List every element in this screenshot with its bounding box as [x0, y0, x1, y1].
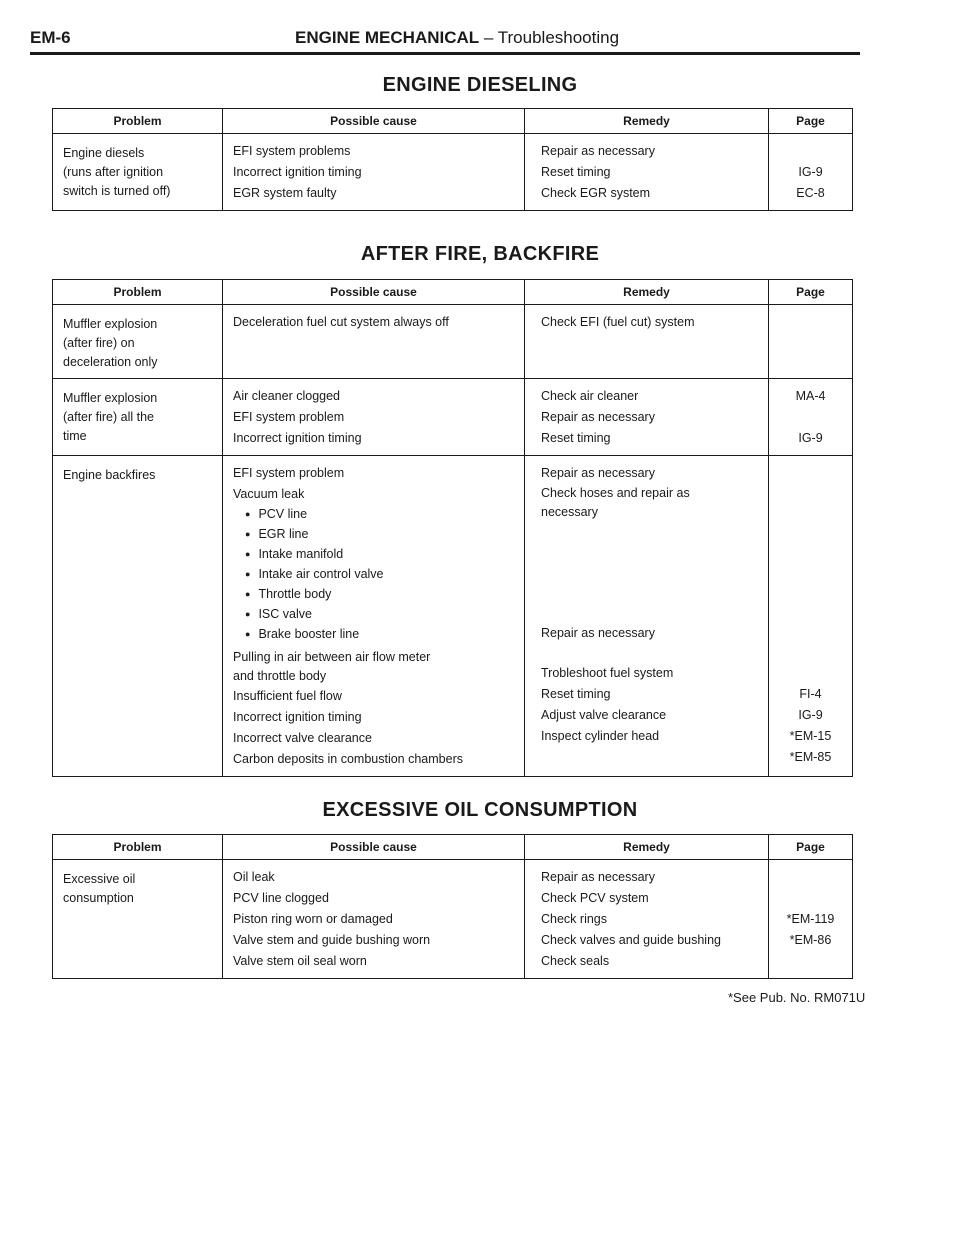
cause-line: EFI system problems: [233, 144, 351, 158]
remedy-line: Reset timing: [541, 165, 611, 179]
page-ref: MA-4: [795, 389, 826, 403]
remedy-line: Reset timing: [541, 431, 611, 445]
page-ref: *EM-85: [789, 750, 832, 764]
remedy-line: Check PCV system: [541, 891, 649, 905]
table-header-row: [53, 109, 853, 134]
cause-line: Vacuum leak: [233, 487, 305, 501]
page-header: [30, 26, 860, 55]
col-page-header: Page: [769, 109, 853, 134]
problem-line: time: [63, 429, 87, 443]
remedy-line: Check EFI (fuel cut) system: [541, 315, 695, 329]
vacuum-item: ● Throttle body: [233, 585, 524, 605]
col-remedy-header: Remedy: [525, 109, 769, 134]
problem-line: (runs after ignition: [63, 165, 164, 179]
col-page-header: Page: [769, 280, 853, 305]
col-remedy-header: Remedy: [525, 835, 769, 860]
remedy-cell: [525, 379, 769, 456]
table-header-row: [53, 835, 853, 860]
problem-cell: [53, 456, 223, 777]
cause-line: EGR system faulty: [233, 186, 337, 200]
cause-line: EFI system problem: [233, 410, 345, 424]
cause-line: EFI system problem: [233, 466, 345, 480]
page-ref: [769, 888, 852, 909]
remedy-line: Check rings: [541, 912, 607, 926]
subsection-name: Troubleshooting: [497, 28, 620, 47]
table-row: [53, 134, 853, 211]
col-problem-header: Problem: [53, 835, 223, 860]
page-ref: [769, 951, 852, 972]
page-cell: [769, 379, 853, 456]
vacuum-item: ● ISC valve: [233, 605, 524, 625]
col-problem-header: Problem: [53, 109, 223, 134]
problem-cell: [53, 860, 223, 979]
oil-table: [52, 834, 853, 979]
remedy-cell: [525, 456, 769, 777]
page-cell: [769, 860, 853, 979]
page-ref: *EM-119: [786, 912, 835, 926]
page-ref: [769, 312, 852, 333]
cause-cell: [223, 379, 525, 456]
page-ref: IG-9: [798, 165, 823, 179]
remedy-line: Reset timing: [541, 687, 611, 701]
col-remedy-header: Remedy: [525, 280, 769, 305]
header-title: [295, 28, 619, 48]
remedy-line: Trobleshoot fuel system: [541, 666, 674, 680]
cause-line: Insufficient fuel flow: [233, 689, 342, 703]
col-cause-header: Possible cause: [223, 280, 525, 305]
page-cell: [769, 456, 853, 777]
problem-line: Muffler explosion: [63, 391, 158, 405]
vacuum-item: ● Intake air control valve: [233, 565, 524, 585]
problem-cell: [53, 134, 223, 211]
page-ref: [769, 867, 852, 888]
table-row: [53, 860, 853, 979]
remedy-line: Repair as necessary: [541, 144, 655, 158]
section-title-dieseling: ENGINE DIESELING: [382, 74, 578, 96]
remedy-cell: [525, 134, 769, 211]
page-ref: EC-8: [796, 186, 825, 200]
cause-line: Valve stem and guide bushing worn: [233, 933, 431, 947]
cause-line: Valve stem oil seal worn: [233, 954, 367, 968]
cause-line: Incorrect ignition timing: [233, 710, 362, 724]
remedy-line: Repair as necessary: [541, 870, 655, 884]
problem-line: Engine diesels: [63, 146, 145, 160]
problem-cell: [53, 305, 223, 379]
footnote: *See Pub. No. RM071U: [728, 990, 866, 1005]
remedy-line: necessary: [541, 505, 598, 519]
spacer: [541, 644, 768, 663]
remedy-line: Check valves and guide bushing: [541, 933, 721, 947]
problem-line: (after fire) all the: [63, 410, 155, 424]
title-dash: –: [479, 28, 498, 47]
problem-line: Engine backfires: [63, 468, 156, 482]
cause-line: Deceleration fuel cut system always off: [233, 315, 449, 329]
spacer: [769, 463, 852, 684]
section-title-afterfire: AFTER FIRE, BACKFIRE: [360, 243, 600, 265]
remedy-line: Repair as necessary: [541, 410, 655, 424]
remedy-line: Inspect cylinder head: [541, 729, 660, 743]
problem-line: switch is turned off): [63, 184, 171, 198]
page-ref: FI-4: [799, 687, 822, 701]
cause-line: Incorrect ignition timing: [233, 431, 362, 445]
problem-line: Excessive oil: [63, 872, 136, 886]
remedy-line: Check EGR system: [541, 186, 651, 200]
remedy-line: Repair as necessary: [541, 626, 655, 640]
section-name: ENGINE MECHANICAL: [295, 28, 480, 47]
cause-cell: [223, 860, 525, 979]
cause-line: PCV line clogged: [233, 891, 329, 905]
cause-line: Piston ring worn or damaged: [233, 912, 393, 926]
col-cause-header: Possible cause: [223, 109, 525, 134]
vacuum-item: ● Intake manifold: [233, 545, 524, 565]
remedy-line: Check air cleaner: [541, 389, 639, 403]
table-header-row: [53, 280, 853, 305]
remedy-cell: [525, 305, 769, 379]
table-row: [53, 305, 853, 379]
table-row: [53, 456, 853, 777]
page-cell: [769, 305, 853, 379]
page-number: EM-6: [30, 28, 71, 47]
col-cause-header: Possible cause: [223, 835, 525, 860]
cause-cell: [223, 456, 525, 777]
remedy-line: Check seals: [541, 954, 610, 968]
vacuum-item: ● PCV line: [233, 505, 524, 525]
page-ref: [769, 407, 852, 428]
cause-line: and throttle body: [233, 669, 327, 683]
vacuum-item: ● EGR line: [233, 525, 524, 545]
cause-line: Air cleaner clogged: [233, 389, 341, 403]
cause-cell: [223, 134, 525, 211]
cause-line: Oil leak: [233, 870, 275, 884]
cause-line: Carbon deposits in combustion chambers: [233, 752, 463, 766]
cause-line: Pulling in air between air flow meter: [233, 650, 431, 664]
page-ref: [769, 141, 852, 162]
afterfire-table: [52, 279, 853, 777]
page-ref: IG-9: [798, 431, 823, 445]
cause-cell: [223, 305, 525, 379]
problem-cell: [53, 379, 223, 456]
page-ref: *EM-15: [789, 729, 832, 743]
remedy-cell: [525, 860, 769, 979]
problem-line: Muffler explosion: [63, 317, 158, 331]
dieseling-table: [52, 108, 853, 211]
vacuum-item: ● Brake booster line: [233, 625, 524, 645]
page-cell: [769, 134, 853, 211]
problem-line: deceleration only: [63, 355, 158, 369]
spacer: [541, 522, 768, 620]
cause-line: Incorrect ignition timing: [233, 165, 362, 179]
cause-line: Incorrect valve clearance: [233, 731, 372, 745]
section-title-oil: EXCESSIVE OIL CONSUMPTION: [322, 799, 638, 821]
page-ref: IG-9: [798, 708, 823, 722]
problem-line: (after fire) on: [63, 336, 135, 350]
remedy-line: Adjust valve clearance: [541, 708, 667, 722]
col-page-header: Page: [769, 835, 853, 860]
problem-line: consumption: [63, 891, 134, 905]
remedy-line: Check hoses and repair as: [541, 486, 690, 500]
page-ref: *EM-86: [789, 933, 832, 947]
table-row: [53, 379, 853, 456]
col-problem-header: Problem: [53, 280, 223, 305]
remedy-line: Repair as necessary: [541, 466, 655, 480]
